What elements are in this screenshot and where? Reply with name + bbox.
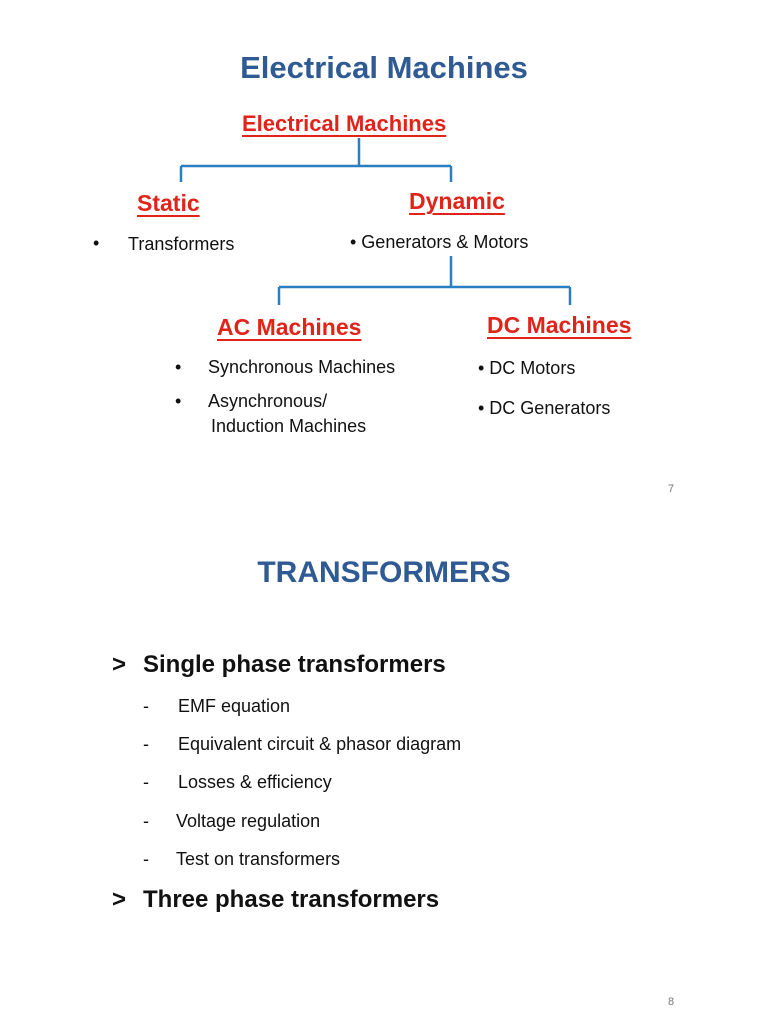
page-number-7: 7 bbox=[668, 483, 675, 495]
three-phase-heading: Three phase transformers bbox=[143, 886, 440, 913]
item-test-on-transformers: Test on transformers bbox=[176, 849, 341, 869]
tree-root-label: Electrical Machines bbox=[242, 111, 447, 136]
single-phase-marker: > bbox=[112, 651, 127, 678]
ac-item-induction: Induction Machines bbox=[211, 416, 367, 436]
ac-item-synchronous: Synchronous Machines bbox=[208, 357, 396, 377]
dash-1: - bbox=[143, 696, 149, 716]
slide8-title: TRANSFORMERS bbox=[257, 556, 511, 589]
static-label: Static bbox=[137, 190, 200, 216]
dynamic-label: Dynamic bbox=[409, 188, 505, 214]
page-number-8: 8 bbox=[668, 996, 675, 1008]
slide7-title: Electrical Machines bbox=[240, 50, 528, 85]
ac-item-asynchronous: Asynchronous/ bbox=[208, 391, 328, 411]
item-voltage-regulation: Voltage regulation bbox=[176, 811, 321, 831]
dc-item-motors: • DC Motors bbox=[478, 358, 576, 378]
dash-3: - bbox=[143, 772, 149, 792]
dc-machines-label: DC Machines bbox=[487, 312, 632, 338]
static-bullet: • bbox=[93, 233, 100, 253]
ac-bullet-2: • bbox=[175, 391, 182, 411]
ac-bullet-1: • bbox=[175, 357, 182, 377]
item-emf-equation: EMF equation bbox=[178, 696, 291, 716]
dynamic-item-generators-motors: • Generators & Motors bbox=[350, 232, 529, 252]
tree-connector-lines bbox=[0, 0, 768, 320]
dash-2: - bbox=[143, 734, 149, 754]
ac-machines-label: AC Machines bbox=[217, 314, 362, 340]
item-equivalent-circuit: Equivalent circuit & phasor diagram bbox=[178, 734, 462, 754]
dash-5: - bbox=[143, 849, 149, 869]
dc-item-generators: • DC Generators bbox=[478, 398, 611, 418]
three-phase-marker: > bbox=[112, 886, 127, 913]
static-item-transformers: Transformers bbox=[128, 234, 235, 254]
single-phase-heading: Single phase transformers bbox=[143, 651, 446, 678]
dash-4: - bbox=[143, 811, 149, 831]
item-losses-efficiency: Losses & efficiency bbox=[178, 772, 332, 792]
